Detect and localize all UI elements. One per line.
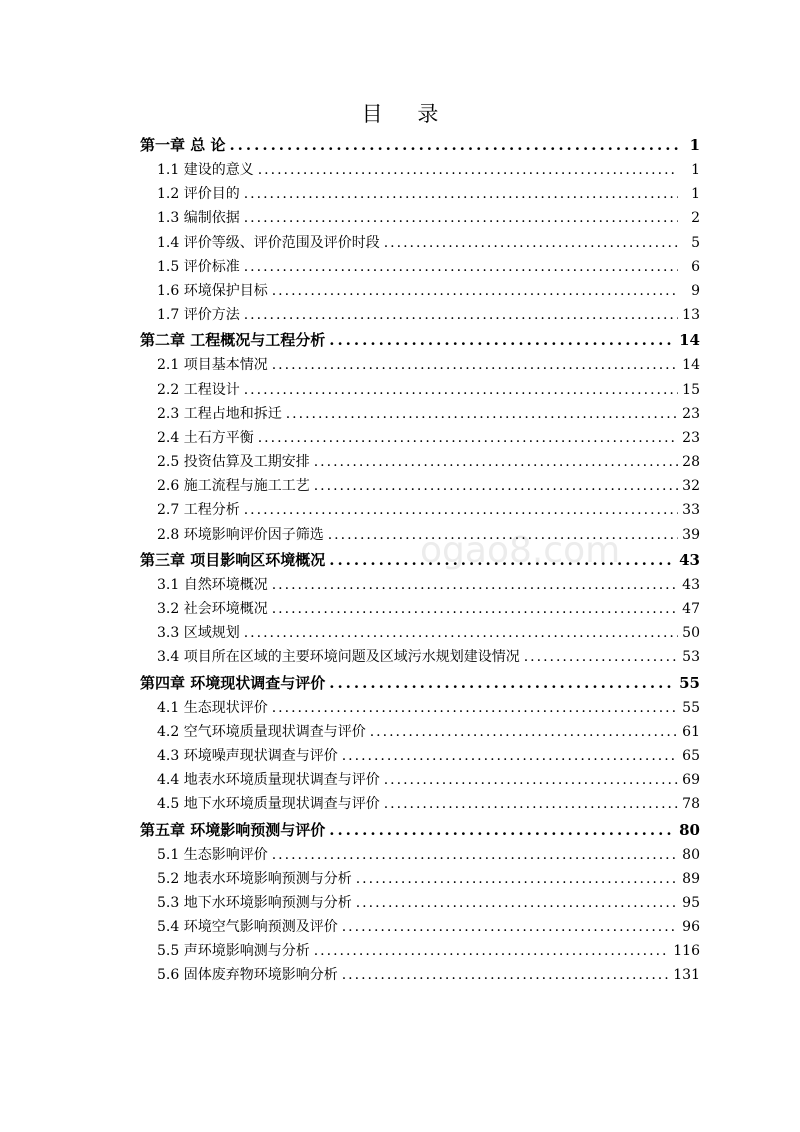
toc-page-number: 14 [682, 357, 700, 374]
toc-chapter-entry[interactable] [140, 670, 700, 696]
toc-section-entry[interactable] [140, 597, 700, 621]
toc-chapter-entry[interactable] [140, 327, 700, 353]
toc-page-number: 28 [682, 454, 700, 471]
toc-leader-dots [524, 645, 678, 669]
toc-page-number: 33 [682, 502, 700, 519]
toc-page-number: 96 [682, 919, 700, 936]
toc-leader-dots [329, 327, 675, 353]
watermark: ogao8.com [420, 530, 621, 571]
toc-page-number: 6 [691, 258, 700, 275]
toc-entry-label: 2.4 土石方平衡 [157, 429, 254, 446]
toc-entry-label: 1.4 评价等级、评价范围及评价时段 [157, 234, 380, 251]
toc-page-number: 65 [682, 747, 700, 764]
toc-page-number: 1 [689, 136, 700, 154]
toc-page-number: 5 [691, 234, 700, 251]
toc-entry-label: 5.2 地表水环境影响预测与分析 [157, 870, 352, 887]
toc-leader-dots [342, 963, 670, 987]
toc-entry-label: 1.6 环境保护目标 [157, 282, 268, 299]
toc-entry-label: 4.5 地下水环境质量现状调查与评价 [157, 796, 380, 813]
toc-leader-dots [314, 939, 670, 963]
toc-leader-dots [272, 843, 678, 867]
toc-section-entry[interactable] [140, 523, 700, 547]
toc-chapter-entry[interactable] [140, 817, 700, 843]
toc-leader-dots [272, 696, 678, 720]
toc-entry-label: 第五章 环境影响预测与评价 [140, 820, 326, 839]
toc-entry-label: 2.5 投资估算及工期安排 [157, 454, 310, 471]
toc-page-number: 43 [679, 550, 700, 569]
toc-leader-dots [229, 132, 678, 158]
page-title: 目 录 [361, 102, 453, 126]
toc-chapter-entry[interactable] [140, 132, 700, 158]
toc-chapter-entry[interactable] [140, 547, 700, 573]
toc-section-entry[interactable] [140, 963, 700, 987]
toc-section-entry[interactable] [140, 158, 700, 182]
toc-entry-label: 3.3 区域规划 [157, 625, 240, 642]
toc-page-number: 47 [682, 601, 700, 617]
toc-entry-label: 5.5 声环境影响测与分析 [157, 943, 310, 960]
toc-page-number: 55 [682, 699, 700, 716]
toc-entry-label: 第三章 项目影响区环境概况 [140, 550, 326, 569]
toc-leader-dots [384, 768, 678, 792]
toc-section-entry[interactable] [140, 792, 700, 816]
toc-section-entry[interactable] [140, 645, 700, 669]
toc-entry-label: 2.1 项目基本情况 [157, 357, 268, 374]
toc-entry-label: 2.8 环境影响评价因子筛选 [157, 526, 324, 543]
toc-section-entry[interactable] [140, 696, 700, 720]
toc-entry-label: 1.1 建设的意义 [157, 162, 254, 178]
toc-page-number: 80 [682, 846, 700, 863]
toc-page-number: 61 [682, 723, 700, 740]
toc-entry-label: 2.7 工程分析 [157, 502, 240, 519]
toc-entry-label: 第四章 环境现状调查与评价 [140, 673, 326, 692]
toc-entry-label: 5.4 环境空气影响预测及评价 [157, 919, 338, 936]
toc-page-number: 13 [682, 307, 700, 324]
toc-section-entry[interactable] [140, 573, 700, 597]
toc-leader-dots [272, 573, 678, 597]
toc-leader-dots [314, 474, 678, 498]
toc-leader-dots [342, 915, 678, 939]
toc-page-number: 23 [682, 429, 700, 446]
toc-page-number: 23 [682, 405, 700, 422]
toc-page-number: 9 [691, 282, 700, 299]
toc-page-number: 80 [679, 820, 700, 839]
toc-entry-label: 4.2 空气环境质量现状调查与评价 [157, 723, 366, 740]
toc-page-number: 2 [691, 210, 700, 227]
toc-entry-label: 1.2 评价目的 [157, 186, 240, 203]
toc-entry-label: 2.2 工程设计 [157, 381, 240, 398]
toc-leader-dots [272, 597, 678, 621]
toc-entry-label: 5.3 地下水环境影响预测与分析 [157, 894, 352, 911]
toc-section-entry[interactable] [140, 450, 700, 474]
toc-entry-label: 2.6 施工流程与施工工艺 [157, 478, 310, 495]
toc-page-number: 50 [682, 625, 700, 642]
toc-page-number: 78 [682, 796, 700, 813]
toc-leader-dots [342, 744, 678, 768]
toc-section-entry[interactable] [140, 182, 700, 206]
toc-leader-dots [244, 498, 678, 522]
toc-leader-dots [370, 720, 678, 744]
toc-entry-label: 3.2 社会环境概况 [157, 601, 268, 617]
toc-section-entry[interactable] [140, 768, 700, 792]
toc-section-entry[interactable] [140, 939, 700, 963]
toc-page-number: 53 [682, 649, 700, 666]
toc-section-entry[interactable] [140, 402, 700, 426]
toc-section-entry[interactable] [140, 891, 700, 915]
toc-page-number: 39 [682, 526, 700, 543]
toc-page-number: 69 [682, 772, 700, 789]
toc-leader-dots [328, 523, 678, 547]
toc-page-number: 116 [673, 943, 700, 960]
toc-leader-dots [258, 426, 678, 450]
toc-leader-dots [244, 255, 678, 279]
toc-page-number: 95 [682, 894, 700, 911]
toc-section-entry[interactable] [140, 915, 700, 939]
toc-entry-label: 5.1 生态影响评价 [157, 846, 268, 863]
toc-entry-label: 4.4 地表水环境质量现状调查与评价 [157, 772, 380, 789]
toc-page-number: 131 [673, 967, 700, 984]
toc-entry-label: 5.6 固体废弃物环境影响分析 [157, 967, 338, 984]
toc-entry-label: 第一章 总 论 [140, 136, 226, 154]
toc-leader-dots [356, 891, 678, 915]
toc-leader-dots [244, 621, 678, 645]
toc-section-entry[interactable] [140, 867, 700, 891]
toc-section-entry[interactable] [140, 426, 700, 450]
toc-leader-dots [244, 182, 678, 206]
toc-leader-dots [329, 670, 675, 696]
toc-entry-label: 4.3 环境噪声现状调查与评价 [157, 747, 338, 764]
toc-section-entry[interactable] [140, 744, 700, 768]
toc-page-number: 43 [682, 576, 700, 593]
toc-entry-label: 3.4 项目所在区域的主要环境问题及区域污水规划建设情况 [157, 649, 520, 666]
toc-leader-dots [244, 206, 678, 230]
toc-entry-label: 第二章 工程概况与工程分析 [140, 331, 326, 350]
toc-section-entry[interactable] [140, 843, 700, 867]
toc-leader-dots [286, 402, 678, 426]
toc-leader-dots [384, 792, 678, 816]
toc-page-number: 1 [691, 186, 700, 203]
toc-leader-dots [244, 378, 678, 402]
toc-section-entry[interactable] [140, 206, 700, 230]
toc-section-entry[interactable] [140, 353, 700, 377]
toc-leader-dots [329, 817, 675, 843]
toc-section-entry[interactable] [140, 255, 700, 279]
toc-page-number: 1 [691, 162, 700, 178]
toc-entry-label: 2.3 工程占地和拆迁 [157, 405, 282, 422]
toc-entry-label: 1.7 评价方法 [157, 307, 240, 324]
toc-leader-dots [258, 158, 678, 182]
toc-page-number: 32 [682, 478, 700, 495]
toc-leader-dots [314, 450, 678, 474]
toc-entry-label: 1.3 编制依据 [157, 210, 240, 227]
toc-section-entry[interactable] [140, 498, 700, 522]
toc-entry-label: 3.1 自然环境概况 [157, 576, 268, 593]
toc-section-entry[interactable] [140, 303, 700, 327]
toc-section-entry[interactable] [140, 231, 700, 255]
toc-entry-label: 1.5 评价标准 [157, 258, 240, 275]
toc-section-entry[interactable] [140, 720, 700, 744]
table-of-contents [140, 132, 700, 988]
toc-entry-label: 4.1 生态现状评价 [157, 699, 268, 716]
toc-leader-dots [384, 231, 678, 255]
toc-leader-dots [329, 547, 675, 573]
toc-page-number: 14 [679, 331, 700, 350]
toc-section-entry[interactable] [140, 474, 700, 498]
toc-leader-dots [272, 353, 678, 377]
toc-section-entry[interactable] [140, 621, 700, 645]
toc-page-number: 89 [682, 870, 700, 887]
toc-page-number: 55 [679, 673, 700, 692]
toc-section-entry[interactable] [140, 279, 700, 303]
toc-page-number: 15 [682, 381, 700, 398]
toc-section-entry[interactable] [140, 378, 700, 402]
toc-leader-dots [244, 303, 678, 327]
toc-leader-dots [272, 279, 678, 303]
toc-leader-dots [356, 867, 678, 891]
